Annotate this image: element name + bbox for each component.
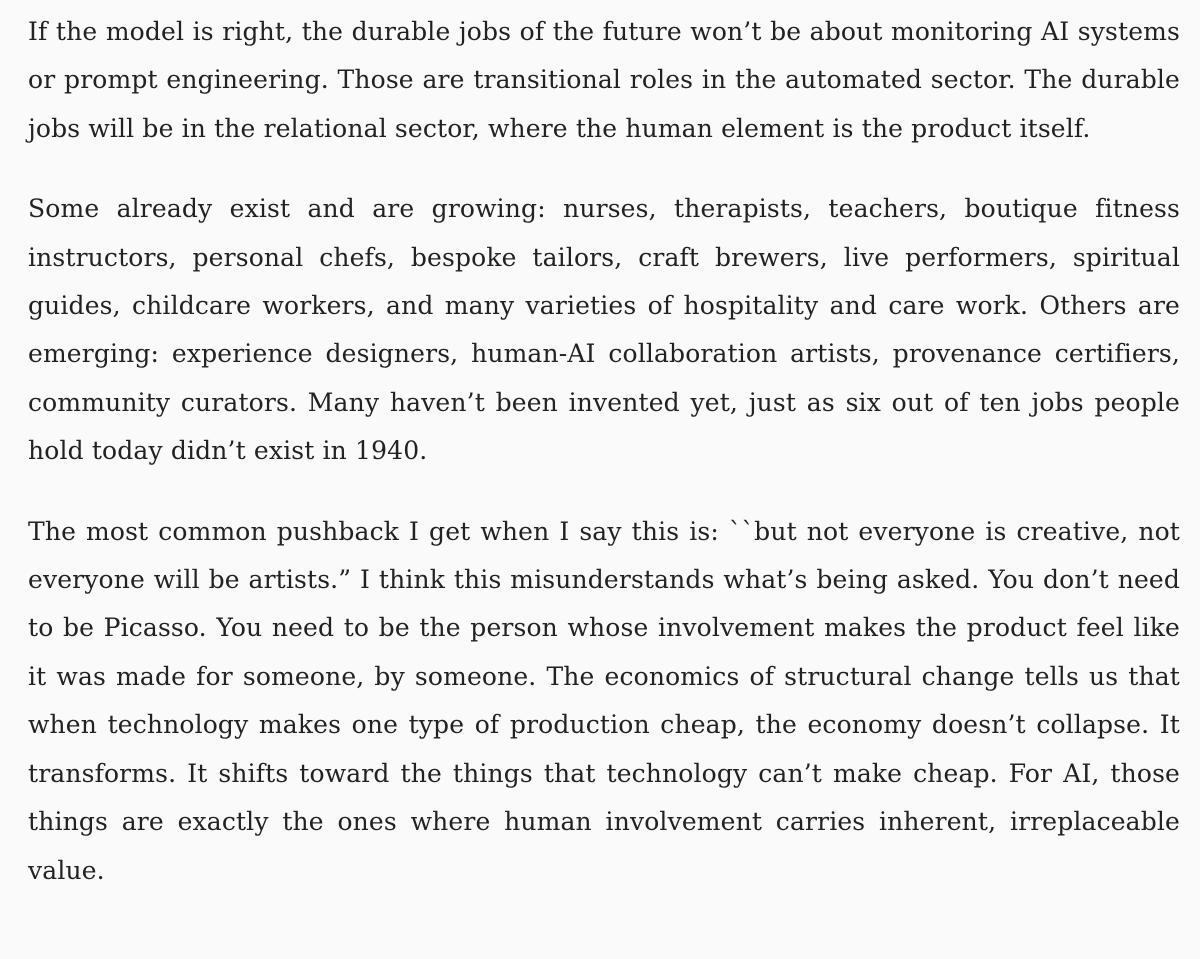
paragraph-durable-jobs: If the model is right, the durable jobs of the future won’t be about monitoring AI systems or prompt engineering. Those are transitional roles in the automated sector. The durable jobs will be in the relational sector, where the human element is the product itself.: [28, 17, 1180, 143]
paragraph-pushback: The most common pushback I get when I say this is: ``but not everyone is creative, not everyone will be artists.” I think this misunderstands what’s being asked. You don’t need to be Picasso. You need to be the person whose involvement makes the product feel like it was made for someone, by someone. The economics of structural change tells us that when technology makes one type of production cheap, the economy doesn’t collapse. It transforms. It shifts toward the things that technology can’t make cheap. For AI, those things are exactly the ones where human involvement carries inherent, irreplaceable value.: [28, 516, 1180, 885]
paragraph-relational-jobs: Some already exist and are growing: nurses, therapists, teachers, boutique fitness instructors, personal chefs, bespoke tailors, craft brewers, live performers, spiritual guides, childcare workers, and many varieties of hospitality and care work. Others are emerging: experience designers, human-AI collaboration artists, provenance certifiers, community curators. Many haven’t been invented yet, just as six out of ten jobs people hold today didn’t exist in 1940.: [28, 194, 1180, 466]
article-body: [28, 8, 1180, 927]
